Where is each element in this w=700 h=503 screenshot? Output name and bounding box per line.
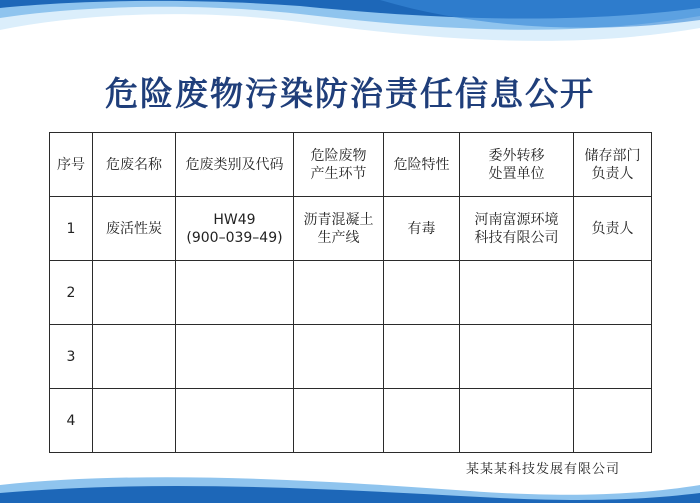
header-generation-stage: 危险废物 产生环节 [294, 133, 384, 197]
header-storage-manager: 储存部门 负责人 [574, 133, 652, 197]
table-cell [460, 261, 574, 325]
table-cell [384, 325, 460, 389]
table-cell [384, 261, 460, 325]
table-cell [294, 261, 384, 325]
table-cell: 2 [50, 261, 93, 325]
header-disposal-unit: 委外转移 处置单位 [460, 133, 574, 197]
table-header-row [50, 133, 652, 197]
table-cell: 有毒 [384, 197, 460, 261]
header-waste-name: 危废名称 [93, 133, 176, 197]
company-name: 某某某科技发展有限公司 [465, 462, 620, 477]
table-cell: 1 [50, 197, 93, 261]
table-cell: 负责人 [574, 197, 652, 261]
table-cell [93, 325, 176, 389]
header-hazard-property: 危险特性 [384, 133, 460, 197]
table-cell [574, 389, 652, 453]
table-row [50, 389, 652, 453]
table-cell [294, 389, 384, 453]
table-cell [460, 389, 574, 453]
table-cell: 废活性炭 [93, 197, 176, 261]
table-cell [574, 261, 652, 325]
info-table [49, 132, 652, 453]
table-cell: 沥青混凝土 生产线 [294, 197, 384, 261]
table-row [50, 325, 652, 389]
table-cell [93, 261, 176, 325]
header-serial-number: 序号 [50, 133, 93, 197]
table-cell: HW49 (900–039–49) [176, 197, 294, 261]
table-cell: 河南富源环境 科技有限公司 [460, 197, 574, 261]
top-wave-decoration [0, 0, 700, 70]
table-cell [176, 261, 294, 325]
table-cell [574, 325, 652, 389]
table-cell [176, 325, 294, 389]
header-waste-category-code: 危废类别及代码 [176, 133, 294, 197]
table-cell [294, 325, 384, 389]
page-title: 危险废物污染防治责任信息公开 [105, 74, 595, 113]
table-cell: 3 [50, 325, 93, 389]
table-cell: 4 [50, 389, 93, 453]
table-row [50, 261, 652, 325]
table-row [50, 197, 652, 261]
table-cell [176, 389, 294, 453]
table-cell [93, 389, 176, 453]
bottom-wave-decoration [0, 463, 700, 503]
table-cell [384, 389, 460, 453]
table-cell [460, 325, 574, 389]
